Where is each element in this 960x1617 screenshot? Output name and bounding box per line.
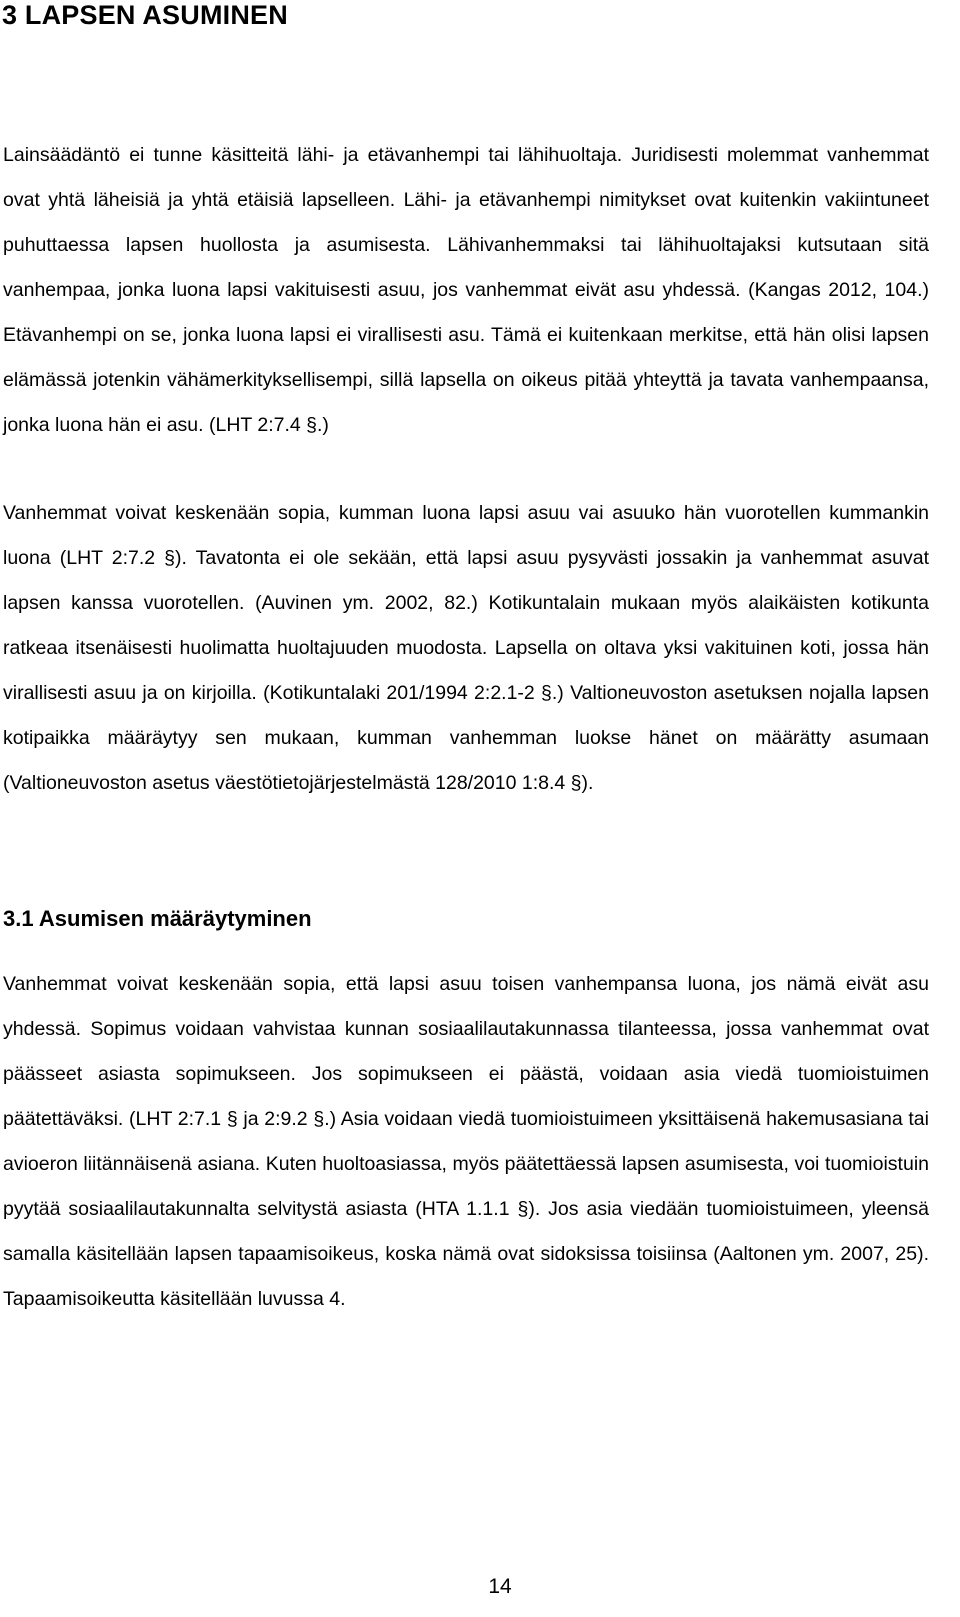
- chapter-title: 3 LAPSEN ASUMINEN: [2, 0, 288, 30]
- section-paragraph: Vanhemmat voivat keskenään sopia, että lapsi asuu toisen vanhempansa luona, jos nämä eivät asu yhdessä. Sopimus voidaan vahvistaa kunnan sosiaalilautakunnassa tilanteessa, jossa vanhemmat ovat päässeet asiasta sopimukseen. Jos sopimukseen ei päästä, voidaan asia viedä tuomioistuimen päätettäväksi. (LHT 2:7.1 § ja 2:9.2 §.) Asia voidaan viedä tuomioistuimeen yksittäisenä hakemusasiana tai avioeron liitännäisenä asiana. Kuten huoltoasiassa, myös päätettäessä lapsen asumisesta, voi tuomioistuin pyytää sosiaalilautakunnalta selvitystä asiasta (HTA 1.1.1 §). Jos asia viedään tuomioistuimeen, yleensä samalla käsitellään lapsen tapaamisoikeus, koska nämä ovat sidoksissa toisiinsa (Aaltonen ym. 2007, 25). Tapaamisoikeutta käsitellään luvussa 4.: [3, 973, 929, 1310]
- page-number: 14: [488, 1575, 512, 1598]
- paragraph: Vanhemmat voivat keskenään sopia, kumman luona lapsi asuu vai asuuko hän vuorotellen kummankin luona (LHT 2:7.2 §). Tavatonta ei ole sekään, että lapsi asuu pysyvästi jossakin ja vanhemmat asuvat lapsen kanssa vuorotellen. (Auvinen ym. 2002, 82.) Kotikuntalain mukaan myös alaikäisten kotikunta ratkeaa itsenäisesti huolimatta huoltajuuden muodosta. Lapsella on oltava yksi vakituinen koti, jossa hän virallisesti asuu ja on kirjoilla. (Kotikuntalaki 201/1994 2:2.1-2 §.) Valtioneuvoston asetuksen nojalla lapsen kotipaikka määräytyy sen mukaan, kumman vanhemman luokse hänet on määrätty asumaan (Valtioneuvoston asetus väestötietojärjestelmästä 128/2010 1:8.4 §).: [3, 502, 929, 794]
- paragraph: Lainsäädäntö ei tunne käsitteitä lähi- ja etävanhempi tai lähihuoltaja. Juridisesti molemmat vanhemmat ovat yhtä läheisiä ja yhtä etäisiä lapselleen. Lähi- ja etävanhempi nimitykset ovat kuitenkin vakiintuneet puhuttaessa lapsen huollosta ja asumisesta. Lähivanhemmaksi tai lähihuoltajaksi kutsutaan sitä vanhempaa, jonka luona lapsi vakituisesti asuu, jos vanhemmat eivät asu yhdessä. (Kangas 2012, 104.) Etävanhempi on se, jonka luona lapsi ei virallisesti asu. Tämä ei kuitenkaan merkitse, että hän olisi lapsen elämässä jotenkin vähämerkityksellisempi, sillä lapsella on oikeus pitää yhteyttä ja tavata vanhempaansa, jonka luona hän ei asu. (LHT 2:7.4 §.): [3, 144, 929, 436]
- section-title: 3.1 Asumisen määräytyminen: [3, 906, 312, 931]
